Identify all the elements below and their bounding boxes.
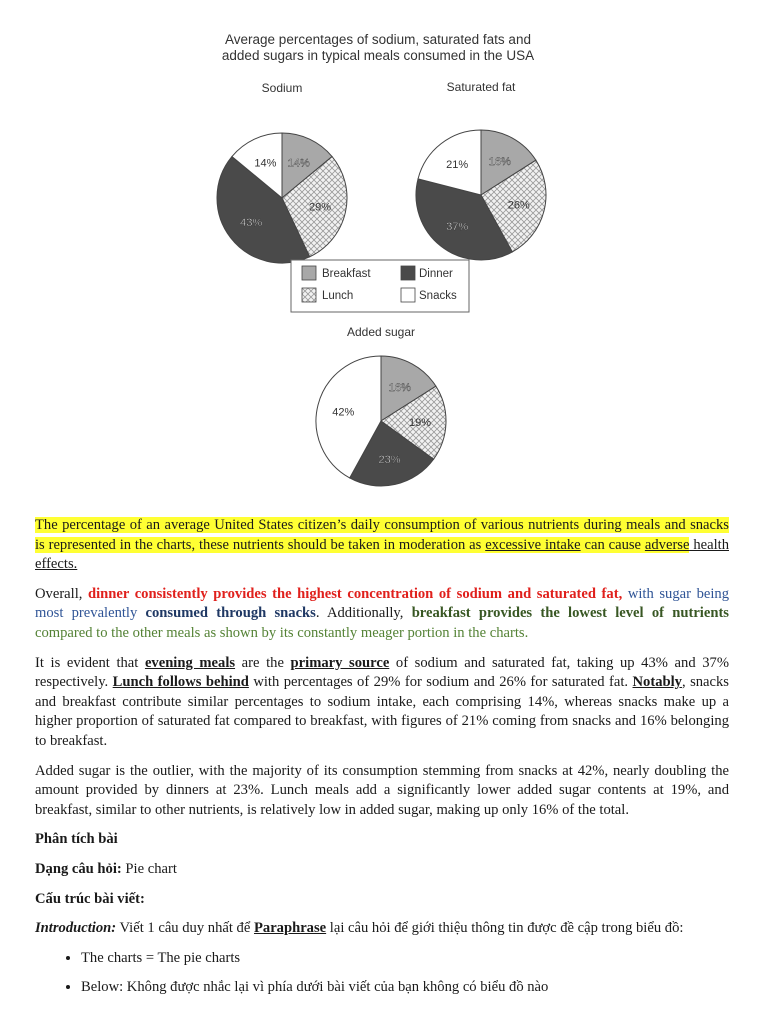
paragraph-intro	[35, 516, 729, 575]
overview-d: consumed through snacks	[145, 605, 316, 622]
legend-lunch: Lunch	[322, 290, 354, 302]
pie-label-saturated-fat-snacks: 21%	[446, 159, 469, 172]
pie-label-added-sugar-snacks: 42%	[332, 406, 355, 419]
body1-a: It is evident that	[35, 654, 145, 671]
pie-label-sodium-breakfast: 14%	[287, 157, 310, 170]
overview-c: with sugar being most prevalently	[35, 585, 730, 622]
paragraph-body-1	[35, 654, 729, 752]
list-item: • The charts = The pie charts	[81, 949, 729, 969]
chart-title-line-2: added sugars in typical meals consumed in the USA	[221, 48, 535, 63]
body1-i: , snacks and breakfast contribute similar percentages to sodium intake, each comprising 14%, whereas snacks make up a higher proportion of saturated fat compared to breakfast, with figures of 21% coming from snacks and 16% belonging to breakfast.	[35, 674, 729, 749]
pie-title-sodium: Sodium	[261, 81, 303, 95]
paragraph-overview	[35, 585, 729, 644]
pie-label-saturated-fat-breakfast: 16%	[488, 155, 511, 168]
bullet-list	[35, 949, 729, 998]
pie-label-sodium-snacks: 14%	[254, 157, 277, 170]
list-item: • Below: Không được nhắc lại vì phía dưới bài viết của bạn không có biểu đồ nào	[81, 978, 729, 998]
legend-snacks: Snacks	[419, 290, 457, 302]
legend-dinner: Dinner	[419, 268, 453, 280]
intro-text-b: excessive intake	[485, 536, 581, 553]
overview-e: . Additionally,	[315, 605, 412, 622]
chart-title-line-1: Average percentages of sodium, saturated fats and	[225, 32, 531, 47]
body1-b: evening meals	[144, 654, 236, 671]
body1-f: Lunch follows behind	[112, 674, 249, 691]
introduction-guide	[35, 919, 729, 939]
introduction-label: Introduction:	[35, 920, 117, 937]
body1-c: are the	[235, 654, 291, 671]
pie-label-saturated-fat-lunch: 26%	[507, 199, 530, 212]
pie-charts-svg	[188, 18, 634, 500]
body1-h: Notably	[632, 674, 682, 691]
pie-label-added-sugar-dinner: 23%	[378, 454, 401, 467]
legend-swatch-dinner	[401, 266, 415, 280]
intro-text-a: The percentage of an average United States citizen’s daily consumption of various nutrients during meals and snacks is represented in the charts, these nutrients should be taken in moderation as	[35, 517, 729, 553]
question-type-label: Dạng câu hỏi:	[35, 860, 122, 877]
pie-title-saturated-fat: Saturated fat	[446, 80, 516, 94]
body1-g: with percentages of 29% for sodium and 26% for saturated fat.	[248, 674, 633, 691]
pie-charts-figure	[188, 18, 634, 500]
pie-title-added-sugar: Added sugar	[346, 325, 416, 339]
introduction-b: Paraphrase	[253, 920, 327, 937]
structure-heading: Cấu trúc bài viết:	[35, 890, 145, 907]
legend-swatch-breakfast	[302, 266, 316, 280]
pie-label-added-sugar-breakfast: 16%	[388, 381, 411, 394]
paragraph-body-2: Added sugar is the outlier, with the majority of its consumption stemming from snacks at 42%, nearly doubling the amount provided by dinners at 23%. Lunch meals add a significantly lower added sugar contents at 19%, and breakfast, similar to other nutrients, is relatively low in added sugar, making up only 16% of the total.	[35, 762, 729, 818]
legend-swatch-snacks	[401, 288, 415, 302]
introduction-c: lại câu hỏi để giới thiệu thông tin được đề cập trong biểu đồ:	[326, 920, 684, 937]
legend-breakfast: Breakfast	[322, 268, 371, 280]
pie-label-saturated-fat-dinner: 37%	[446, 220, 469, 233]
pie-label-sodium-lunch: 29%	[309, 201, 332, 214]
introduction-a: Viết 1 câu duy nhất để	[116, 920, 254, 937]
intro-text-c: can cause	[580, 536, 645, 553]
question-type-value: Pie chart	[121, 860, 177, 877]
analysis-heading: Phân tích bài	[35, 831, 118, 848]
body1-e: of sodium and saturated fat, taking up 43% and 37% respectively.	[35, 654, 729, 691]
intro-text-d: adverse	[644, 536, 690, 553]
question-type	[35, 860, 729, 880]
body1-d: primary source	[290, 654, 390, 671]
overview-f: breakfast provides the lowest level of nutrients	[411, 605, 729, 622]
legend	[291, 260, 469, 312]
pie-label-sodium-dinner: 43%	[240, 216, 263, 229]
legend-swatch-lunch	[302, 288, 316, 302]
article-body	[35, 516, 729, 1008]
pie-label-added-sugar-lunch: 19%	[408, 417, 431, 430]
overview-b: dinner consistently provides the highest concentration of sodium and saturated fat,	[88, 585, 623, 602]
overview-g: compared to the other meals as shown by its constantly meager portion in the charts.	[35, 624, 529, 641]
intro-text-e: health effects.	[35, 536, 729, 573]
overview-a: Overall,	[35, 585, 89, 602]
